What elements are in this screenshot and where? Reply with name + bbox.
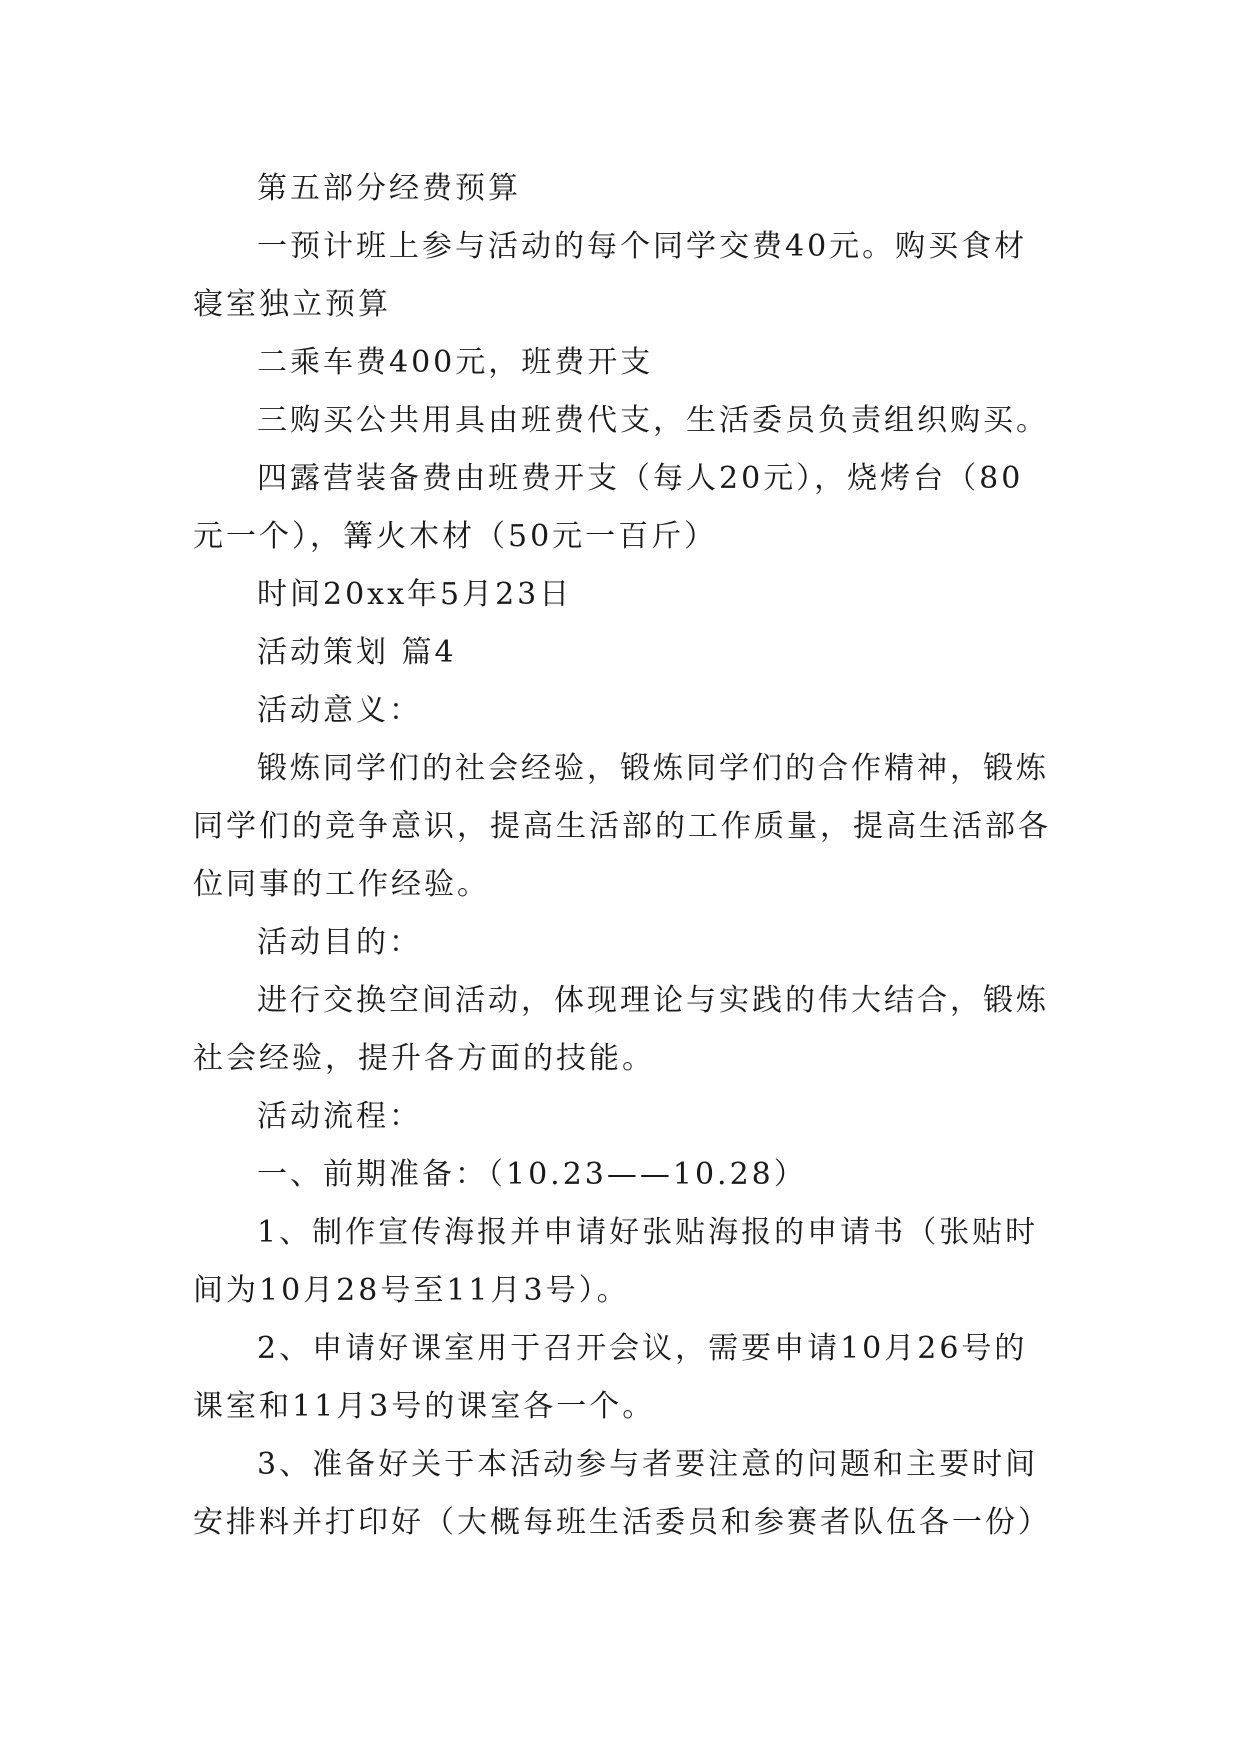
heading-significance: 活动意义：: [257, 693, 422, 728]
heading-purpose: 活动目的：: [257, 925, 422, 960]
process-step-3: 3、准备好关于本活动参与者要注意的问题和主要时间安排料并打印好（大概每班生活委员和参赛者队伍各一份）: [193, 1447, 1051, 1540]
purpose-text: 进行交换空间活动，体现理论与实践的伟大结合，锻炼社会经验，提升各方面的技能。: [193, 983, 1049, 1076]
section-title: 活动策划 篇4: [257, 635, 457, 670]
document-body: [193, 160, 1053, 1552]
process-step-2: 2、申请好课室用于召开会议，需要申请10月26号的课室和11月3号的课室各一个。: [193, 1331, 1028, 1424]
date-line: 时间20xx年5月23日: [257, 577, 573, 612]
process-stage-1: 一、前期准备：（10.23——10.28）: [257, 1157, 807, 1192]
process-step-1: 1、制作宣传海报并申请好张贴海报的申请书（张贴时间为10月28号至11月3号）。: [193, 1215, 1039, 1308]
budget-item-3: 三购买公共用具由班费代支，生活委员负责组织购买。: [257, 403, 1049, 438]
heading-process: 活动流程：: [257, 1099, 422, 1134]
significance-text: 锻炼同学们的社会经验，锻炼同学们的合作精神，锻炼同学们的竞争意识，提高生活部的工作质量，提高生活部各位同事的工作经验。: [193, 751, 1051, 902]
heading-budget: 第五部分经费预算: [257, 171, 521, 206]
budget-item-1: 一预计班上参与活动的每个同学交费40元。购买食材寝室独立预算: [193, 229, 1028, 322]
budget-item-4: 四露营装备费由班费开支（每人20元），烧烤台（80元一个），篝火木材（50元一百斤）: [193, 461, 1024, 554]
budget-item-2: 二乘车费400元，班费开支: [257, 345, 654, 380]
